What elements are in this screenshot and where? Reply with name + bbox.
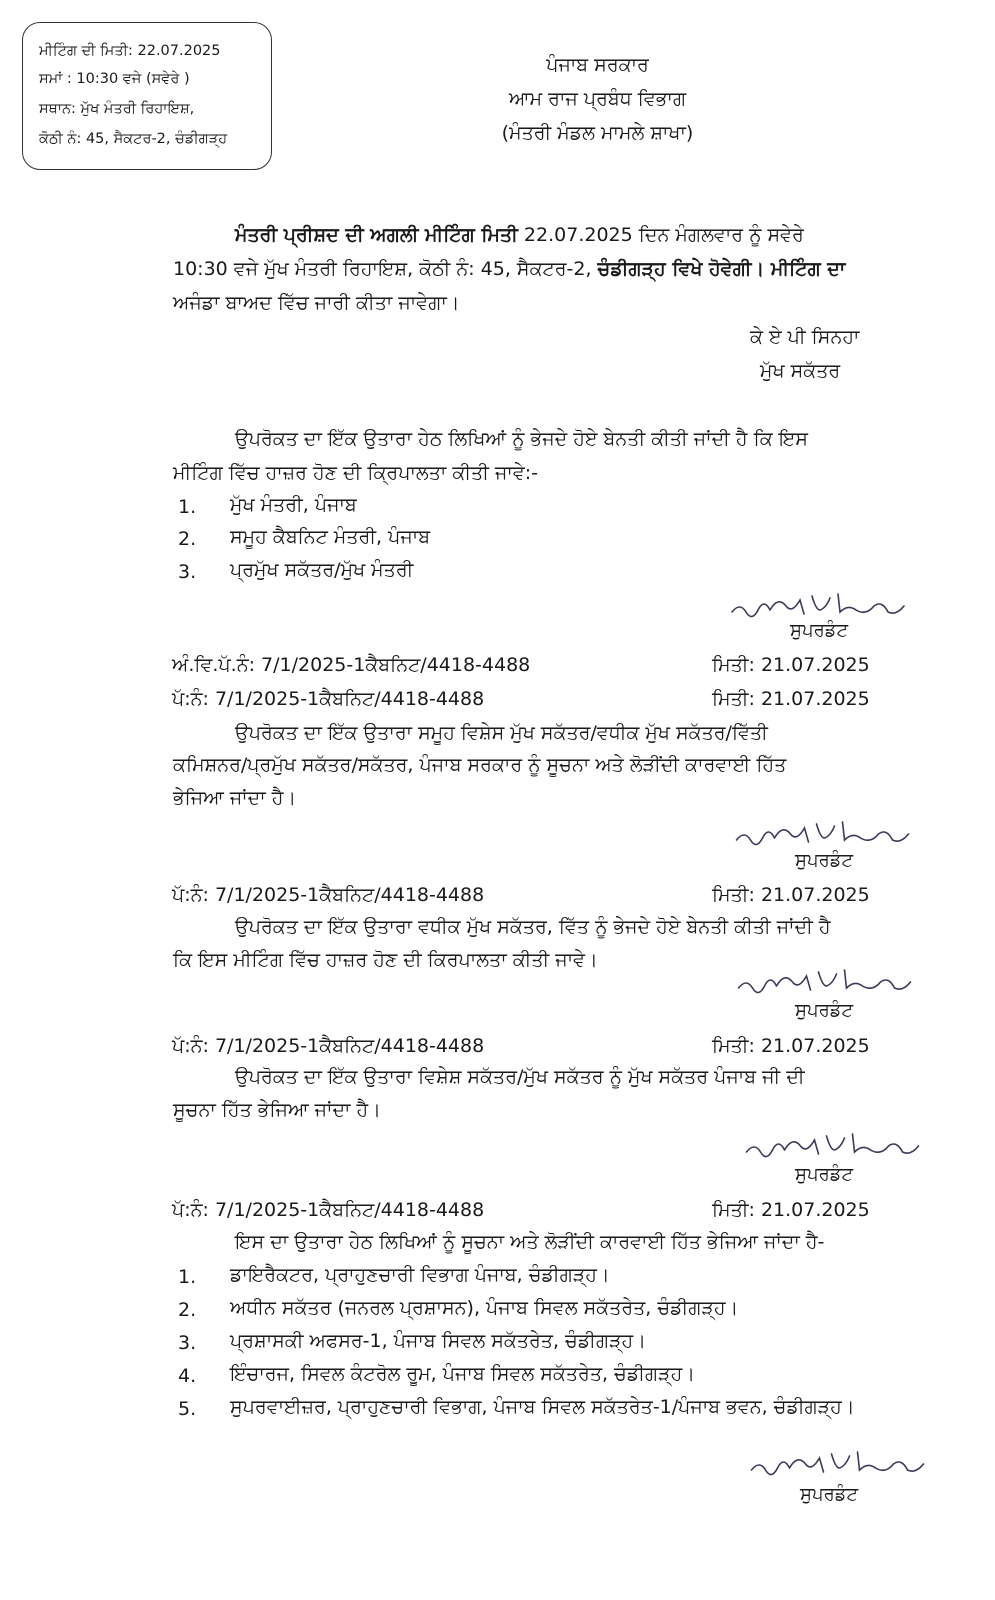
reference-number: ਪੱ:ਨੰ: 7/1/2025-1ਕੈਬਨਿਟ/4418-4488	[172, 884, 485, 906]
reference-date: ਮਿਤੀ: 21.07.2025	[712, 884, 870, 906]
list-item: ਸੁਪਰਵਾਈਜ਼ਰ, ਪ੍ਰਾਹੁਣਚਾਰੀ ਵਿਭਾਗ, ਪੰਜਾਬ ਸਿਵਲ ਸਕੱਤਰੇਤ-1/ਪੰਜਾਬ ਭਵਨ, ਚੰਡੀਗੜ੍ਹ।	[230, 1396, 855, 1418]
reference-date: ਮਿਤੀ: 21.07.2025	[712, 1199, 870, 1221]
section1-line-1: ਉਪਰੋਕਤ ਦਾ ਇੱਕ ਉਤਾਰਾ ਹੇਠ ਲਿਖਿਆਂ ਨੂੰ ਭੇਜਦੇ ਹੋਏ ਬੇਨਤੀ ਕੀਤੀ ਜਾਂਦੀ ਹੈ ਕਿ ਇਸ	[235, 428, 808, 450]
header-branch: (ਮੰਤਰੀ ਮੰਡਲ ਮਾਮਲੇ ਸ਼ਾਖਾ)	[501, 122, 694, 144]
meeting-date: ਮੀਟਿੰਗ ਦੀ ਮਿਤੀ: 22.07.2025	[39, 43, 221, 59]
signature-5	[745, 1446, 935, 1482]
signatory-title: ਮੁੱਖ ਸਕੱਤਰ	[760, 360, 841, 382]
meeting-time: ਸਮਾਂ : 10:30 ਵਜੇ (ਸਵੇਰੇ )	[39, 71, 190, 87]
signature-2	[730, 816, 920, 852]
reference-number: ਅੰ.ਵਿ.ਪੱ.ਨੰ: 7/1/2025-1ਕੈਬਨਿਟ/4418-4488	[172, 654, 531, 676]
section2-line-1: ਉਪਰੋਕਤ ਦਾ ਇੱਕ ਉਤਾਰਾ ਸਮੂਹ ਵਿਸ਼ੇਸ ਮੁੱਖ ਸਕੱਤਰ/ਵਧੀਕ ਮੁੱਖ ਸਕੱਤਰ/ਵਿੱਤੀ	[235, 722, 768, 744]
section4-line-1: ਉਪਰੋਕਤ ਦਾ ਇੱਕ ਉਤਾਰਾ ਵਿਸ਼ੇਸ਼ ਸਕੱਤਰ/ਮੁੱਖ ਸਕੱਤਰ ਨੂੰ ਮੁੱਖ ਸਕੱਤਰ ਪੰਜਾਬ ਜੀ ਦੀ	[235, 1066, 805, 1088]
list-item: ਪ੍ਰਸ਼ਾਸਕੀ ਅਫਸਰ-1, ਪੰਜਾਬ ਸਿਵਲ ਸਕੱਤਰੇਤ, ਚੰਡੀਗੜ੍ਹ।	[230, 1330, 647, 1352]
notice-line-3: ਅਜੰਡਾ ਬਾਅਦ ਵਿੱਚ ਜਾਰੀ ਕੀਤਾ ਜਾਵੇਗਾ।	[173, 292, 460, 314]
reference-date: ਮਿਤੀ: 21.07.2025	[712, 654, 870, 676]
list-item: ਮੁੱਖ ਮੰਤਰੀ, ਪੰਜਾਬ	[230, 494, 357, 516]
superintendent-title: ਸੁਪਰਡੰਟ	[790, 620, 848, 641]
list-item-number: 5.	[178, 1398, 197, 1420]
list-item: ਪ੍ਰਮੁੱਖ ਸਕੱਤਰ/ਮੁੱਖ ਮੰਤਰੀ	[230, 559, 414, 581]
superintendent-title: ਸੁਪਰਡੰਟ	[795, 1164, 853, 1185]
list-item: ਇੰਚਾਰਜ, ਸਿਵਲ ਕੰਟਰੋਲ ਰੂਮ, ਪੰਜਾਬ ਸਿਵਲ ਸਕੱਤਰੇਤ, ਚੰਡੀਗੜ੍ਹ।	[230, 1363, 696, 1385]
section2-line-2: ਕਮਿਸ਼ਨਰ/ਪ੍ਰਮੁੱਖ ਸਕੱਤਰ/ਸਕੱਤਰ, ਪੰਜਾਬ ਸਰਕਾਰ ਨੂੰ ਸੂਚਨਾ ਅਤੇ ਲੋੜੀਂਦੀ ਕਾਰਵਾਈ ਹਿੱਤ	[173, 754, 787, 776]
section3-line-2: ਕਿ ਇਸ ਮੀਟਿੰਗ ਵਿੱਚ ਹਾਜ਼ਰ ਹੋਣ ਦੀ ਕਿਰਪਾਲਤਾ ਕੀਤੀ ਜਾਵੇ।	[173, 949, 598, 971]
superintendent-title: ਸੁਪਰਡੰਟ	[800, 1484, 858, 1505]
reference-number: ਪੱ:ਨੰ: 7/1/2025-1ਕੈਬਨਿਟ/4418-4488	[172, 688, 485, 710]
section3-line-1: ਉਪਰੋਕਤ ਦਾ ਇੱਕ ਉਤਾਰਾ ਵਧੀਕ ਮੁੱਖ ਸਕੱਤਰ, ਵਿੱਤ ਨੂੰ ਭੇਜਦੇ ਹੋਏ ਬੇਨਤੀ ਕੀਤੀ ਜਾਂਦੀ ਹੈ	[235, 916, 831, 938]
list-item-number: 4.	[178, 1365, 197, 1387]
meeting-venue: ਸਥਾਨ: ਮੁੱਖ ਮੰਤਰੀ ਰਿਹਾਇਸ਼,	[39, 101, 195, 117]
section4-line-2: ਸੂਚਨਾ ਹਿੱਤ ਭੇਜਿਆ ਜਾਂਦਾ ਹੈ।	[173, 1099, 381, 1121]
signature-3	[732, 964, 922, 1000]
list-item: ਸਮੂਹ ਕੈਬਨਿਟ ਮੰਤਰੀ, ਪੰਜਾਬ	[230, 526, 431, 548]
signature-1	[728, 588, 913, 624]
reference-date: ਮਿਤੀ: 21.07.2025	[712, 1035, 870, 1057]
superintendent-title: ਸੁਪਰਡੰਟ	[795, 850, 853, 871]
list-item-number: 2.	[178, 528, 197, 550]
section2-line-3: ਭੇਜਿਆ ਜਾਂਦਾ ਹੈ।	[173, 787, 297, 809]
list-item-number: 1.	[178, 496, 197, 518]
section1-line-2: ਮੀਟਿੰਗ ਵਿੱਚ ਹਾਜ਼ਰ ਹੋਣ ਦੀ ਕ੍ਰਿਪਾਲਤਾ ਕੀਤੀ ਜਾਵੇ:-	[173, 462, 538, 484]
section5-line-1: ਇਸ ਦਾ ਉਤਾਰਾ ਹੇਠ ਲਿਖਿਆਂ ਨੂੰ ਸੂਚਨਾ ਅਤੇ ਲੋੜੀਂਦੀ ਕਾਰਵਾਈ ਹਿੱਤ ਭੇਜਿਆ ਜਾਂਦਾ ਹੈ-	[235, 1231, 825, 1253]
notice-line-1: ਮੰਤਰੀ ਪ੍ਰੀਸ਼ਦ ਦੀ ਅਗਲੀ ਮੀਟਿੰਗ ਮਿਤੀ 22.07.2025 ਦਿਨ ਮੰਗਲਵਾਰ ਨੂੰ ਸਵੇਰੇ	[235, 224, 804, 246]
header-government: ਪੰਜਾਬ ਸਰਕਾਰ	[546, 54, 649, 76]
reference-number: ਪੱ:ਨੰ: 7/1/2025-1ਕੈਬਨਿਟ/4418-4488	[172, 1035, 485, 1057]
reference-number: ਪੱ:ਨੰ: 7/1/2025-1ਕੈਬਨਿਟ/4418-4488	[172, 1199, 485, 1221]
superintendent-title: ਸੁਪਰਡੰਟ	[795, 1000, 853, 1021]
notice-line-2: 10:30 ਵਜੇ ਮੁੱਖ ਮੰਤਰੀ ਰਿਹਾਇਸ਼, ਕੋਠੀ ਨੰ: 45, ਸੈਕਟਰ-2, ਚੰਡੀਗੜ੍ਹ ਵਿਖੇ ਹੋਵੇਗੀ। ਮੀਟਿੰਗ ਦਾ	[173, 258, 846, 280]
signatory-name: ਕੇ ਏ ਪੀ ਸਿਨਹਾ	[750, 326, 860, 348]
header-department: ਆਮ ਰਾਜ ਪ੍ਰਬੰਧ ਵਿਭਾਗ	[508, 88, 687, 110]
signature-4	[740, 1128, 930, 1164]
list-item-number: 3.	[178, 1332, 197, 1354]
list-item: ਡਾਇਰੈਕਟਰ, ਪ੍ਰਾਹੁਣਚਾਰੀ ਵਿਭਾਗ ਪੰਜਾਬ, ਚੰਡੀਗੜ੍ਹ।	[230, 1264, 610, 1286]
list-item-number: 3.	[178, 561, 197, 583]
list-item-number: 2.	[178, 1299, 197, 1321]
reference-date: ਮਿਤੀ: 21.07.2025	[712, 688, 870, 710]
meeting-venue-address: ਕੋਠੀ ਨੰ: 45, ਸੈਕਟਰ-2, ਚੰਡੀਗੜ੍ਹ	[39, 131, 228, 147]
list-item-number: 1.	[178, 1266, 197, 1288]
list-item: ਅਧੀਨ ਸਕੱਤਰ (ਜਨਰਲ ਪ੍ਰਸ਼ਾਸਨ), ਪੰਜਾਬ ਸਿਵਲ ਸਕੱਤਰੇਤ, ਚੰਡੀਗੜ੍ਹ।	[230, 1297, 739, 1319]
